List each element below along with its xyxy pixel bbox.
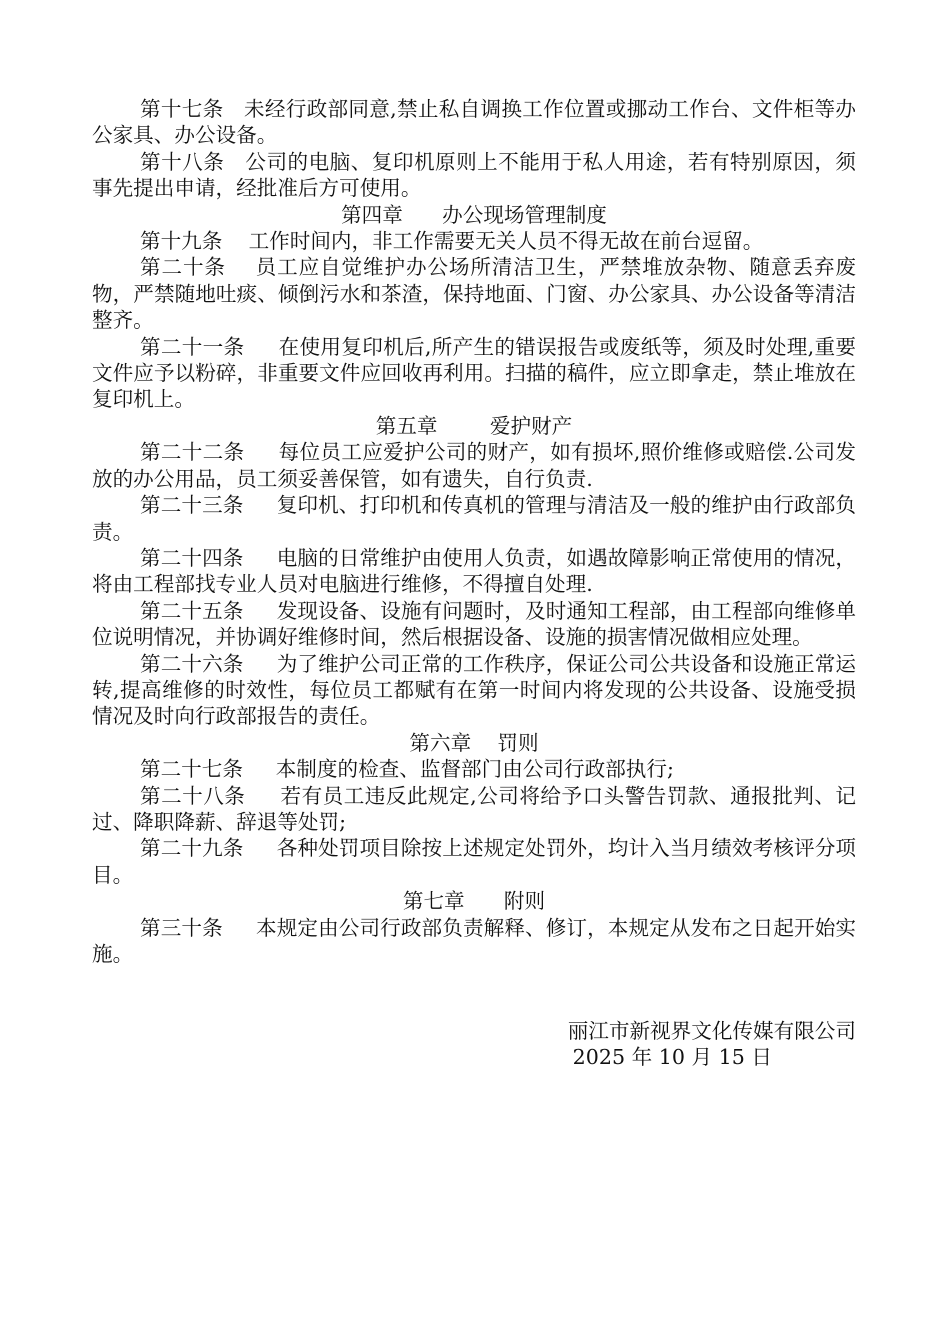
chapter-4-heading: 第四章 办公现场管理制度 bbox=[341, 202, 607, 227]
article-number: 第二十八条 bbox=[140, 783, 246, 808]
article-number: 第二十一条 bbox=[140, 334, 245, 359]
article-text: 本规定由公司行政部负责解释、修订，本规定从发布之日起开始实施。 bbox=[92, 915, 857, 966]
article-number: 第二十五条 bbox=[140, 598, 244, 623]
article-text: 电脑的日常维护由使用人负责，如遇故障影响正常使用的情况，将由工程部找专业人员对电脑进行维修，不得擅自处理. bbox=[92, 545, 857, 597]
article-21 bbox=[92, 334, 856, 413]
article-number: 第二十条 bbox=[140, 255, 226, 280]
article-number: 第二十三条 bbox=[140, 493, 244, 518]
article-17 bbox=[92, 96, 856, 149]
article-24 bbox=[92, 545, 856, 598]
chapter-6-heading: 第六章 罚则 bbox=[409, 730, 539, 755]
article-text: 公司的电脑、复印机原则上不能用于私人用途，若有特别原因，须事先提出申请，经批准后方可使用。 bbox=[92, 149, 857, 201]
article-number: 第十八条 bbox=[140, 149, 225, 174]
article-30 bbox=[92, 915, 856, 968]
article-25 bbox=[92, 598, 856, 651]
article-20 bbox=[92, 254, 856, 333]
article-text: 未经行政部同意,禁止私自调换工作位置或挪动工作台、文件柜等办公家具、办公设备。 bbox=[92, 97, 857, 148]
issue-date: 2025 年 10 月 15 日 bbox=[572, 1045, 772, 1070]
article-29 bbox=[92, 835, 856, 888]
article-text: 工作时间内，非工作需要无关人员不得无故在前台逗留。 bbox=[248, 229, 764, 254]
article-26 bbox=[92, 651, 856, 730]
article-28 bbox=[92, 783, 856, 836]
article-19 bbox=[92, 228, 856, 254]
signature-block bbox=[470, 1018, 856, 1071]
article-number: 第二十六条 bbox=[140, 651, 244, 676]
article-22 bbox=[92, 439, 856, 492]
article-text: 复印机、打印机和传真机的管理与清洁及一般的维护由行政部负责。 bbox=[92, 493, 857, 544]
article-text: 发现设备、设施有问题时，及时通知工程部，由工程部向维修单位说明情况，并协调好维修时间，然后根据设备、设施的损害情况做相应处理。 bbox=[92, 598, 857, 650]
article-number: 第三十条 bbox=[140, 915, 223, 940]
article-text: 在使用复印机后,所产生的错误报告或废纸等，须及时处理,重要文件应予以粉碎，非重要文件应回收再利用。扫描的稿件，应立即拿走，禁止堆放在复印机上。 bbox=[92, 334, 857, 412]
chapter-5-heading: 第五章 爱护财产 bbox=[375, 413, 573, 438]
article-number: 第十九条 bbox=[140, 229, 223, 254]
article-23 bbox=[92, 492, 856, 545]
article-number: 第二十七条 bbox=[140, 757, 243, 782]
article-number: 第十七条 bbox=[140, 97, 224, 121]
article-text: 若有员工违反此规定,公司将给予口头警告罚款、通报批判、记过、降职降薪、辞退等处罚; bbox=[92, 783, 857, 834]
article-number: 第二十二条 bbox=[140, 440, 245, 465]
article-text: 各种处罚项目除按上述规定处罚外，均计入当月绩效考核评分项目。 bbox=[92, 836, 857, 887]
article-27 bbox=[92, 756, 856, 782]
article-text: 本制度的检查、监督部门由公司行政部执行; bbox=[275, 757, 674, 782]
article-text: 员工应自觉维护办公场所清洁卫生，严禁堆放杂物、随意丢弃废物，严禁随地吐痰、倾倒污水和茶渣，保持地面、门窗、办公家具、办公设备等清洁整齐。 bbox=[92, 255, 857, 333]
article-18 bbox=[92, 149, 856, 202]
company-name: 丽江市新视界文化传媒有限公司 bbox=[567, 1019, 856, 1043]
article-number: 第二十九条 bbox=[140, 836, 244, 861]
article-text: 每位员工应爱护公司的财产，如有损坏,照价维修或赔偿.公司发放的办公用品，员工须妥善保管，如有遗失，自行负责. bbox=[92, 440, 857, 491]
article-text: 为了维护公司正常的工作秩序，保证公司公共设备和设施正常运转,提高维修的时效性，每位员工都赋有在第一时间内将发现的公共设备、设施受损情况及时向行政部报告的责任。 bbox=[92, 651, 857, 729]
chapter-7-heading: 第七章 附则 bbox=[402, 889, 546, 914]
article-number: 第二十四条 bbox=[140, 545, 244, 570]
document-body bbox=[92, 96, 856, 967]
